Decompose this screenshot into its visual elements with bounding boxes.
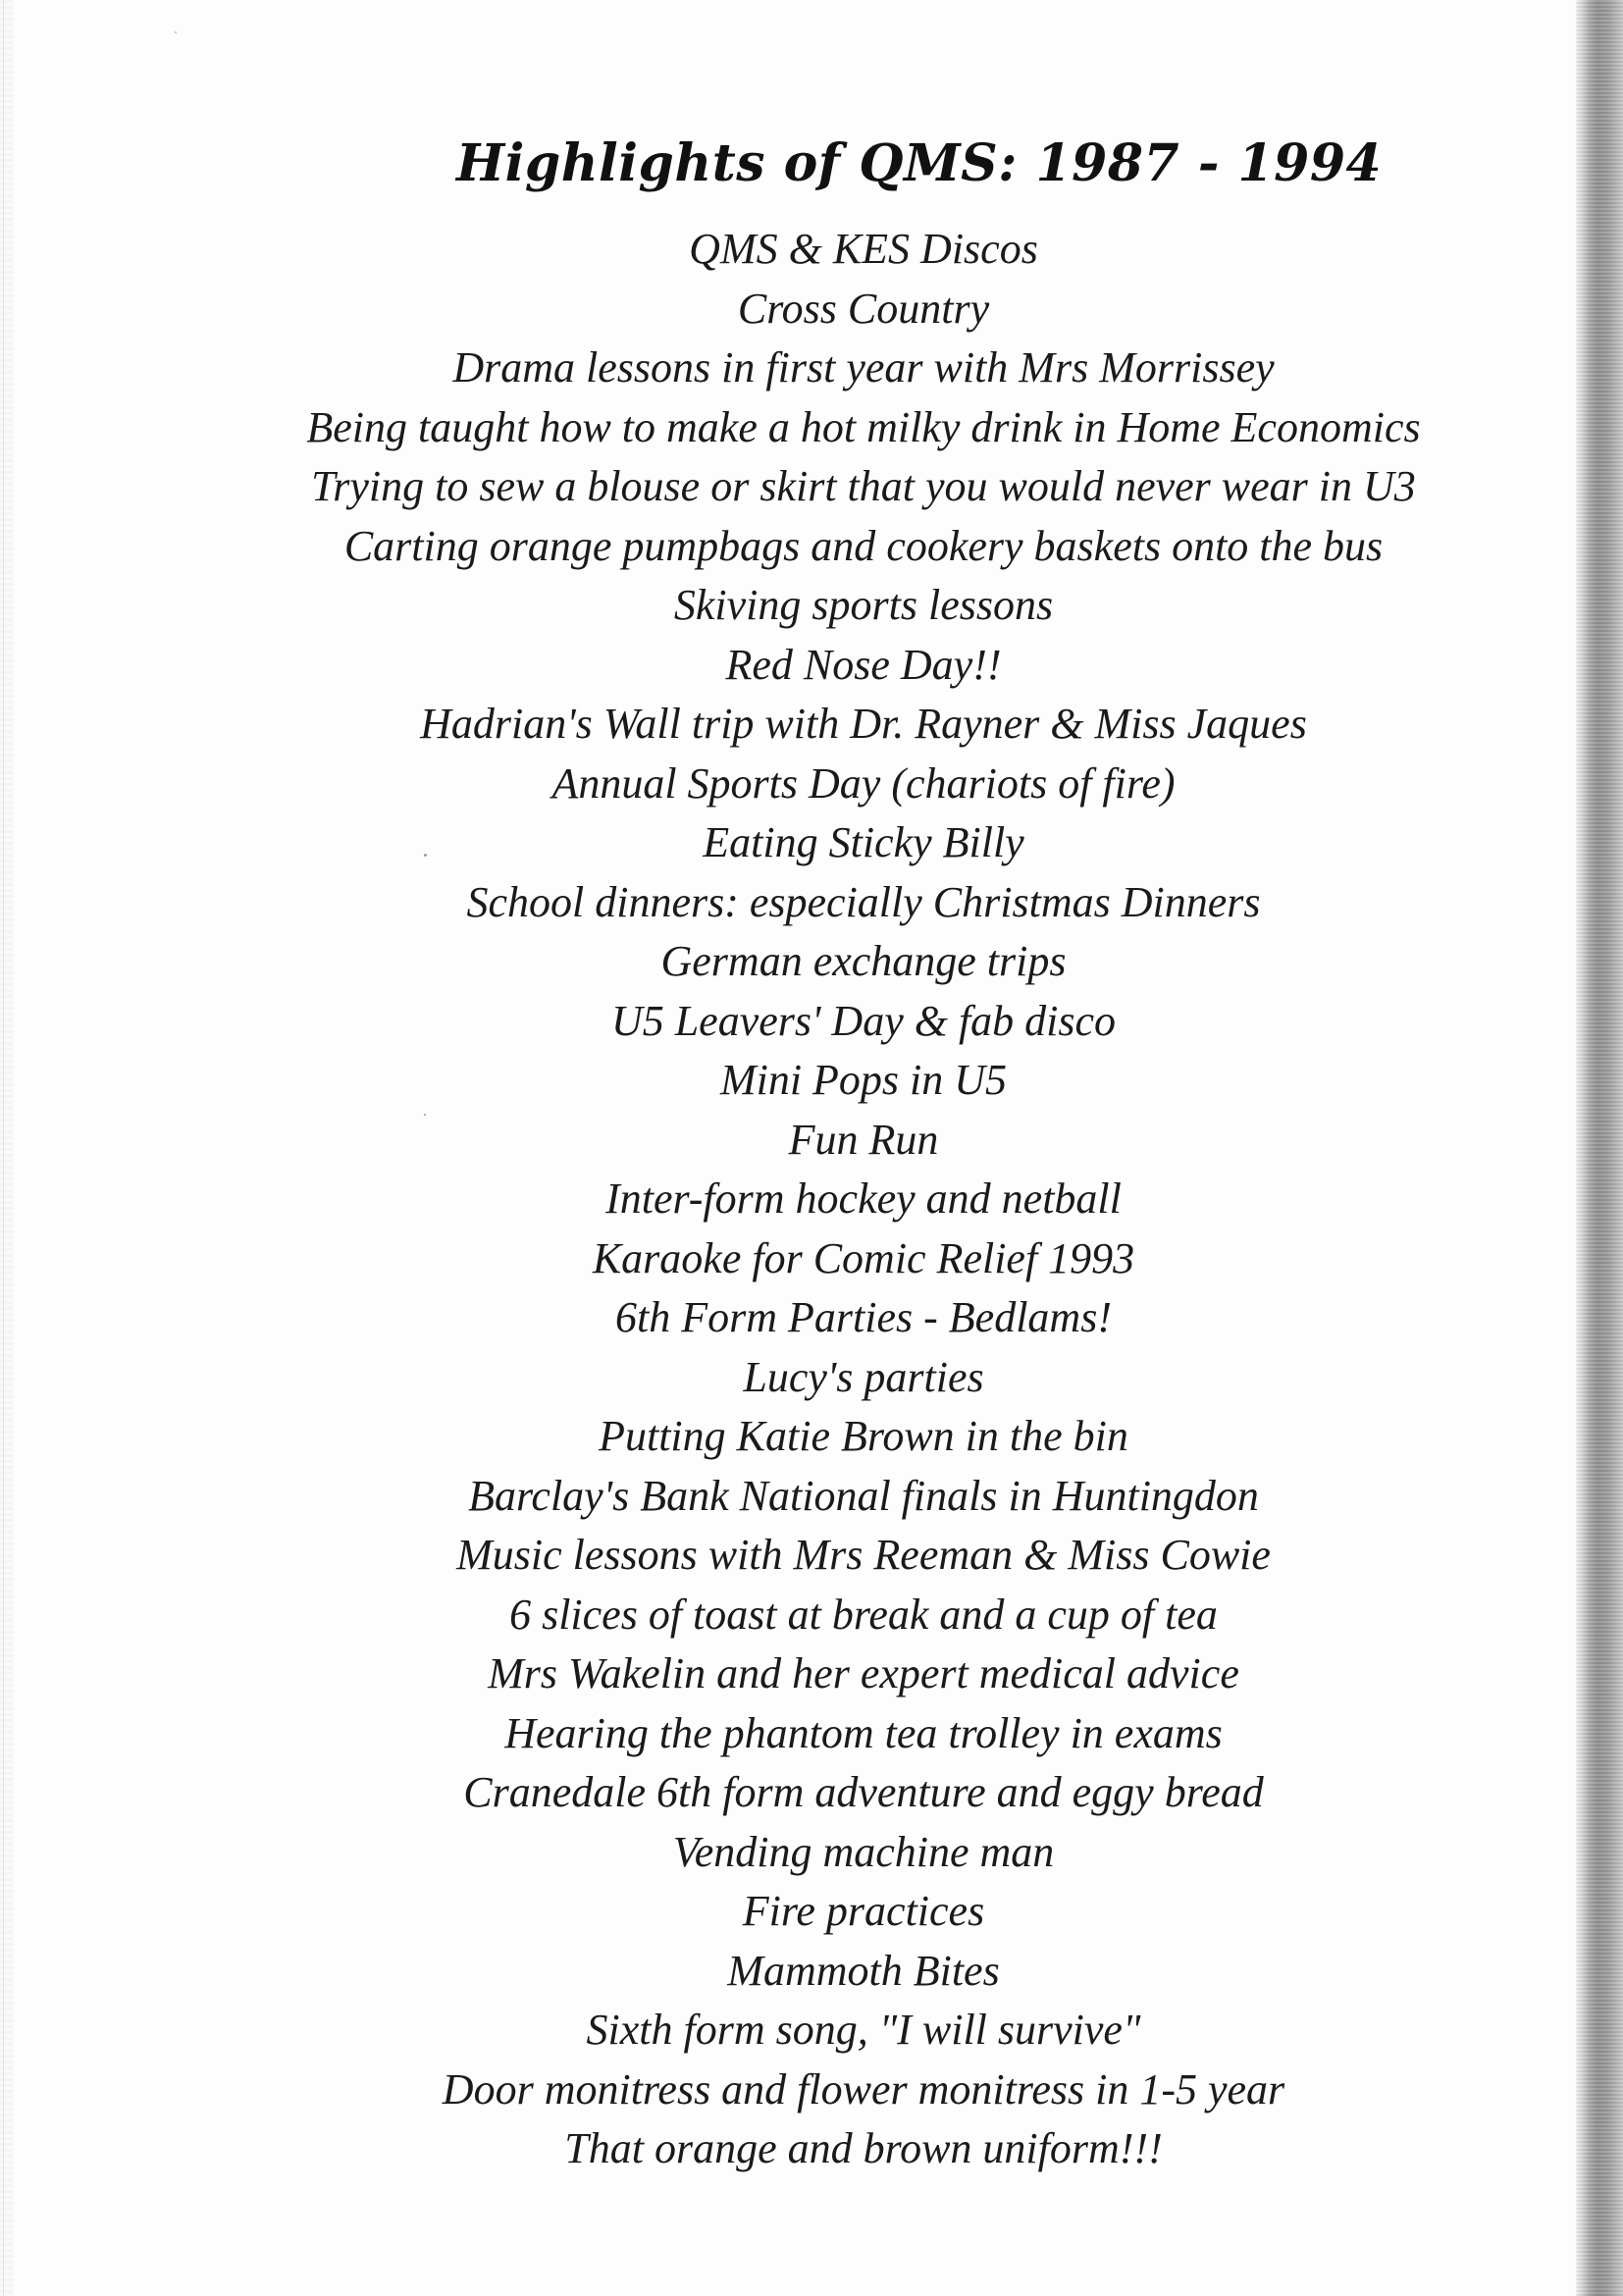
list-item: Inter-form hockey and netball — [605, 1174, 1122, 1223]
list-item: Fun Run — [788, 1115, 939, 1164]
list-item: Fire practices — [742, 1887, 985, 1935]
list-item: Hadrian's Wall trip with Dr. Rayner & Miss Jaques — [420, 700, 1307, 748]
list-item: Sixth form song, "I will survive" — [586, 2006, 1141, 2054]
list-item: Cross Country — [737, 284, 990, 333]
list-item: Mammoth Bites — [727, 1946, 1000, 1995]
list-item: Cranedale 6th form adventure and eggy bread — [463, 1768, 1264, 1816]
list-item: Karaoke for Comic Relief 1993 — [592, 1233, 1135, 1282]
list-item: German exchange trips — [660, 937, 1067, 985]
list-item: Trying to sew a blouse or skirt that you would never wear in U3 — [311, 462, 1416, 510]
list-item: Red Nose Day!! — [725, 640, 1002, 689]
list-item: Putting Katie Brown in the bin — [599, 1412, 1128, 1460]
list-item: Vending machine man — [672, 1827, 1055, 1876]
list-item: Drama lessons in first year with Mrs Morrissey — [452, 343, 1275, 391]
list-item: Mrs Wakelin and her expert medical advice — [488, 1649, 1239, 1697]
list-item: Eating Sticky Billy — [703, 818, 1024, 866]
list-item: That orange and brown uniform!!! — [564, 2124, 1163, 2172]
list-item: 6 slices of toast at break and a cup of tea — [509, 1590, 1218, 1639]
list-item: Lucy's parties — [743, 1352, 984, 1401]
list-item: School dinners: especially Christmas Dinners — [466, 877, 1261, 926]
scan-speck — [175, 31, 177, 33]
list-item: 6th Form Parties - Bedlams! — [615, 1293, 1112, 1341]
highlights-list — [128, 220, 1599, 2179]
page-title: Highlights of QMS: 1987 - 1994 — [456, 132, 1383, 193]
list-item: Carting orange pumpbags and cookery baskets onto the bus — [343, 521, 1384, 570]
list-item: Being taught how to make a hot milky drink in Home Economics — [306, 402, 1421, 451]
list-item: Barclay's Bank National finals in Huntingdon — [468, 1471, 1259, 1520]
list-item: Skiving sports lessons — [673, 581, 1054, 629]
list-item: U5 Leavers' Day & fab disco — [610, 996, 1117, 1045]
list-item: Annual Sports Day (chariots of fire) — [551, 758, 1176, 808]
scan-left-edge-line — [3, 0, 4, 2296]
list-item: Music lessons with Mrs Reeman & Miss Cowie — [456, 1531, 1271, 1579]
list-item: QMS & KES Discos — [689, 225, 1038, 273]
list-item: Door monitress and flower monitress in 1-5 year — [442, 2064, 1285, 2113]
list-item: Hearing the phantom tea trolley in exams — [504, 1708, 1223, 1757]
list-item: Mini Pops in U5 — [719, 1056, 1008, 1104]
